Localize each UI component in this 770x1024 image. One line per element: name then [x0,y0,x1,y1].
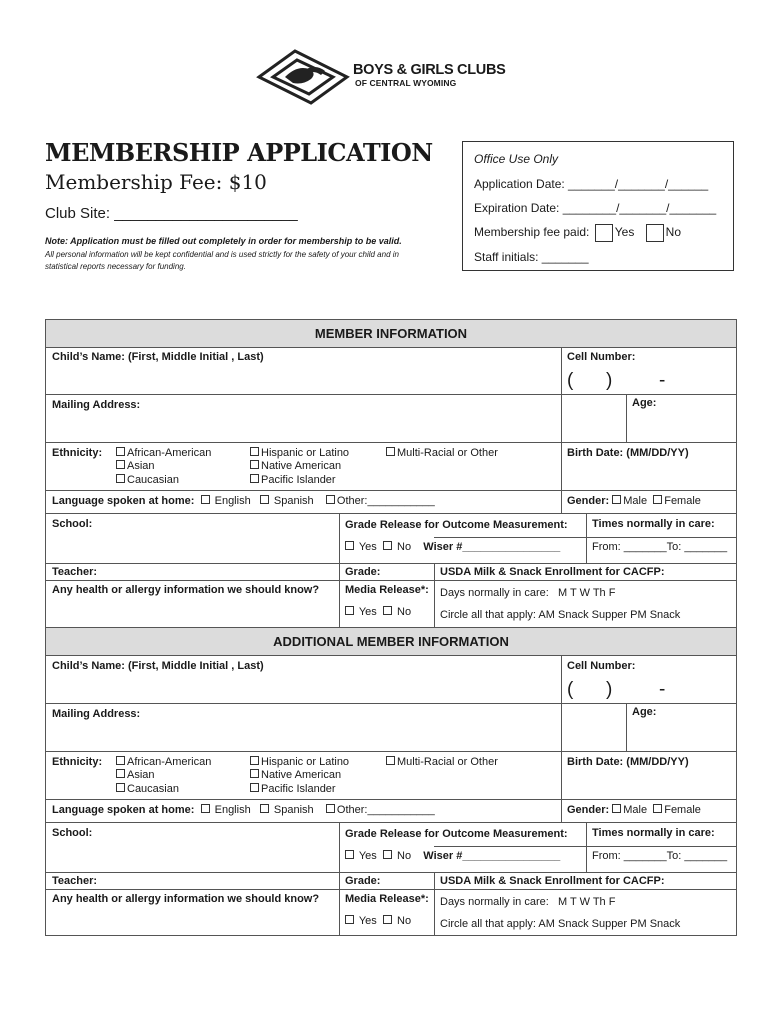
birth-date-field[interactable]: Birth Date: (MM/DD/YY) [567,447,689,459]
ethnicity-african-option[interactable]: African-American [116,756,211,768]
checkbox[interactable] [250,447,259,456]
expiration-date-field[interactable]: Expiration Date: ________/_______/_______ [474,201,717,215]
media-release-options [345,915,411,927]
fee-paid-yes-checkbox[interactable] [595,224,613,242]
media-yes-checkbox[interactable] [345,915,354,924]
english-label: English [214,495,251,507]
fee-paid-no-label: No [665,225,682,240]
other-field[interactable]: Other:___________ [336,495,435,507]
no-label: No [397,541,412,553]
ethnicity-hispanic-option[interactable]: Hispanic or Latino [250,447,349,459]
female-label: Female [664,495,701,507]
grade-release-label: Grade Release for Outcome Measurement: [345,519,568,531]
other-checkbox[interactable] [326,495,335,504]
grade-release-yes-checkbox[interactable] [345,850,354,859]
gender-row [567,804,701,816]
section-additional-info-header: ADDITIONAL MEMBER INFORMATION [46,628,736,656]
logo-subtitle: OF CENTRAL WYOMING [355,78,457,88]
health-field[interactable]: Any health or allergy information we should know? [52,584,320,596]
ethnicity-hispanic-option[interactable]: Hispanic or Latino [250,756,349,768]
male-checkbox[interactable] [612,495,621,504]
times-care-label: Times normally in care: [592,518,715,530]
ethnicity-asian-option[interactable]: Asian [116,460,155,472]
cell-paren-close: ) [606,679,613,700]
mailing-address-field[interactable]: Mailing Address: [52,708,141,720]
grade-release-options [345,541,560,553]
checkbox[interactable] [250,783,259,792]
usda-label: USDA Milk & Snack Enrollment for CACFP: [440,566,665,578]
cell-paren-close: ) [606,370,613,391]
grade-release-yes-checkbox[interactable] [345,541,354,550]
days-options[interactable]: M T W Th F [558,587,616,599]
media-no-checkbox[interactable] [383,606,392,615]
media-no-checkbox[interactable] [383,915,392,924]
ethnicity-native-option[interactable]: Native American [250,460,341,472]
child-name-field[interactable]: Child’s Name: (First, Middle Initial , Last) [52,351,264,363]
language-label: Language spoken at home: [52,495,195,507]
usda-label: USDA Milk & Snack Enrollment for CACFP: [440,875,665,887]
no-label: No [397,606,412,618]
male-label: Male [623,804,648,816]
page-title: MEMBERSHIP APPLICATION [45,138,433,167]
yes-label: Yes [358,915,377,927]
ethnicity-caucasian-option[interactable]: Caucasian [116,783,179,795]
ethnicity-multi-option[interactable]: Multi-Racial or Other [386,756,498,768]
birth-date-field[interactable]: Birth Date: (MM/DD/YY) [567,756,689,768]
ethnicity-pacific-option[interactable]: Pacific Islander [250,474,336,486]
media-release-label: Media Release*: [345,893,429,905]
wiser-field[interactable]: Wiser #________________ [423,850,561,862]
checkbox[interactable] [250,460,259,469]
spanish-checkbox[interactable] [260,804,269,813]
spanish-label: Spanish [273,495,314,507]
yes-label: Yes [358,541,377,553]
fee-paid-yes-label: Yes [614,225,635,240]
school-field[interactable]: School: [52,827,93,839]
language-row [52,495,435,507]
application-date-field[interactable]: Application Date: _______/_______/______ [474,177,709,191]
cell-number-field[interactable]: Cell Number: [567,351,636,363]
male-label: Male [623,495,648,507]
days-label [440,587,615,599]
age-field[interactable]: Age: [632,706,657,718]
checkbox[interactable] [116,460,125,469]
ethnicity-asian-option[interactable]: Asian [116,769,155,781]
grade-release-no-checkbox[interactable] [383,850,392,859]
spanish-checkbox[interactable] [260,495,269,504]
days-label [440,896,615,908]
yes-label: Yes [358,606,377,618]
teacher-field[interactable]: Teacher: [52,566,98,578]
grade-field[interactable]: Grade: [345,566,381,578]
staff-initials-field[interactable]: Staff initials: _______ [474,250,589,264]
ethnicity-african-option[interactable]: African-American [116,447,211,459]
grade-release-label: Grade Release for Outcome Measurement: [345,828,568,840]
circle-snacks[interactable]: Circle all that apply: AM Snack Supper PM Snack [440,918,681,930]
media-yes-checkbox[interactable] [345,606,354,615]
cell-paren-open: ( [567,370,574,391]
checkbox[interactable] [116,769,125,778]
from-to-field[interactable]: From: _______To: _______ [592,541,728,553]
circle-snacks[interactable]: Circle all that apply: AM Snack Supper PM Snack [440,609,681,621]
other-field[interactable]: Other:___________ [336,804,435,816]
membership-fee: Membership Fee: $10 [45,170,267,194]
days-text: Days normally in care: [440,587,549,599]
section-member-info-header: MEMBER INFORMATION [46,320,736,348]
gender-row [567,495,701,507]
club-site-field[interactable]: Club Site: ______________________ [45,205,298,222]
language-row [52,804,435,816]
days-text: Days normally in care: [440,896,549,908]
checkbox[interactable] [116,756,125,765]
days-options[interactable]: M T W Th F [558,896,616,908]
checkbox[interactable] [386,756,395,765]
fee-paid-label: Membership fee paid: [474,225,590,240]
ethnicity-pacific-option[interactable]: Pacific Islander [250,783,336,795]
grade-release-options [345,850,560,862]
male-checkbox[interactable] [612,804,621,813]
english-label: English [214,804,251,816]
media-release-label: Media Release*: [345,584,429,596]
school-field[interactable]: School: [52,518,93,530]
no-label: No [397,850,412,862]
female-checkbox[interactable] [653,804,662,813]
ethnicity-label: Ethnicity: [52,447,103,459]
privacy-note: All personal information will be kept confidential and is used strictly for the safety of your child and in statistical reports necessary for funding. [45,250,399,271]
checkbox[interactable] [116,474,125,483]
gender-label: Gender: [567,495,610,507]
english-checkbox[interactable] [201,495,210,504]
office-use-box [462,141,734,271]
female-label: Female [664,804,701,816]
fee-paid-row [474,224,681,242]
teacher-field[interactable]: Teacher: [52,875,98,887]
checkbox[interactable] [250,769,259,778]
age-field[interactable]: Age: [632,397,657,409]
health-field[interactable]: Any health or allergy information we should know? [52,893,320,905]
from-to-field[interactable]: From: _______To: _______ [592,850,728,862]
gender-label: Gender: [567,804,610,816]
ethnicity-label: Ethnicity: [52,756,103,768]
times-care-label: Times normally in care: [592,827,715,839]
mailing-address-field[interactable]: Mailing Address: [52,399,141,411]
english-checkbox[interactable] [201,804,210,813]
spanish-label: Spanish [273,804,314,816]
checkbox[interactable] [250,474,259,483]
media-release-options [345,606,411,618]
ethnicity-multi-option[interactable]: Multi-Racial or Other [386,447,498,459]
validity-note: Note: Application must be filled out completely in order for membership to be valid. [45,236,402,246]
child-name-field[interactable]: Child’s Name: (First, Middle Initial , Last) [52,660,264,672]
cell-dash: - [659,679,666,700]
other-checkbox[interactable] [326,804,335,813]
grade-field[interactable]: Grade: [345,875,381,887]
fee-paid-no-checkbox[interactable] [646,224,664,242]
cell-dash: - [659,370,666,391]
checkbox[interactable] [386,447,395,456]
ethnicity-native-option[interactable]: Native American [250,769,341,781]
logo-hands-icon [255,47,350,105]
ethnicity-caucasian-option[interactable]: Caucasian [116,474,179,486]
no-label: No [397,915,412,927]
yes-label: Yes [358,850,377,862]
language-label: Language spoken at home: [52,804,195,816]
logo-name: BOYS & GIRLS CLUBS [353,62,506,78]
wiser-field[interactable]: Wiser #________________ [423,541,561,553]
grade-release-no-checkbox[interactable] [383,541,392,550]
office-use-title: Office Use Only [474,152,559,166]
female-checkbox[interactable] [653,495,662,504]
checkbox[interactable] [250,756,259,765]
checkbox[interactable] [116,447,125,456]
cell-number-field[interactable]: Cell Number: [567,660,636,672]
cell-paren-open: ( [567,679,574,700]
checkbox[interactable] [116,783,125,792]
